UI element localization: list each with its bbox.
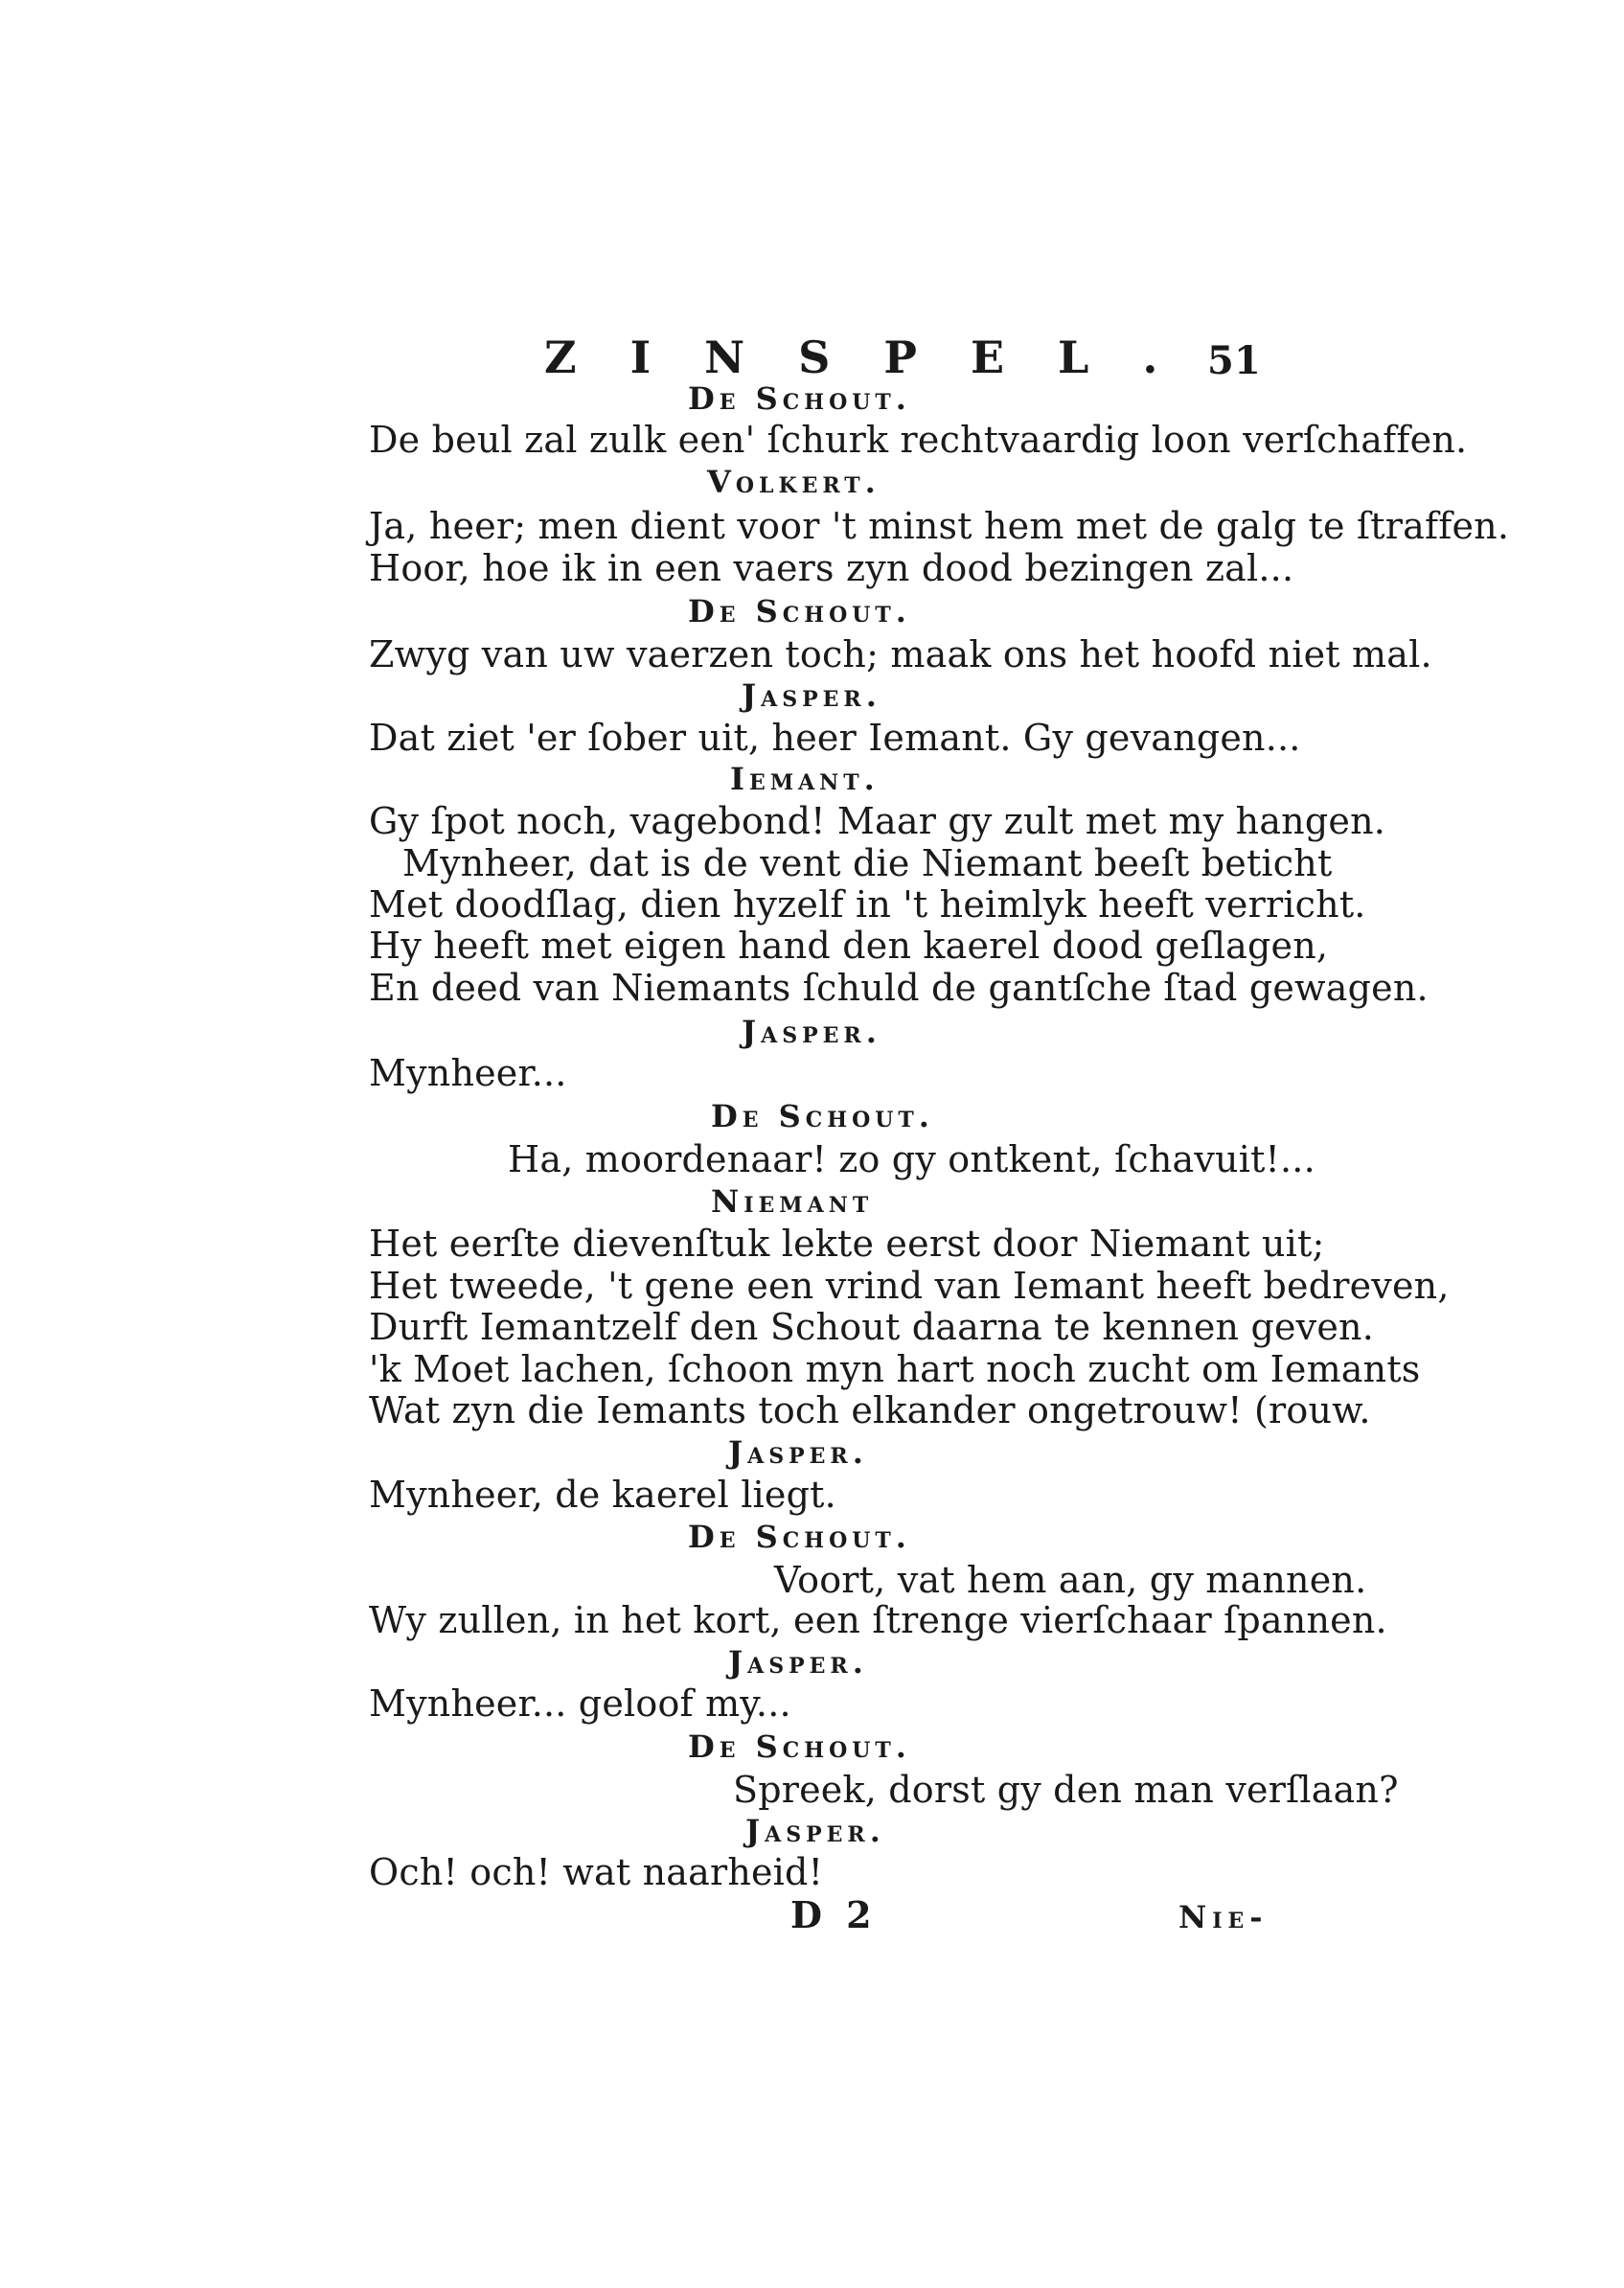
speaker-heading: Jasper. — [745, 1813, 885, 1849]
verse-line: Wy zullen, in het kort, een ſtrenge vierſchaar ſpannen. — [369, 1599, 1387, 1641]
signature-mark: D 2 — [790, 1893, 878, 1936]
verse-line: Mynheer, dat is de vent die Niemant beeſt beticht — [402, 842, 1333, 884]
verse-line: Mynheer... — [369, 1052, 567, 1094]
verse-line: Durft Iemantzelf den Schout daarna te kennen geven. — [369, 1306, 1374, 1348]
verse-line: Het eerſte dievenſtuk lekte eerst door Niemant uit; — [369, 1223, 1325, 1265]
verse-line: Hoor, hoe ik in een vaers zyn dood bezingen zal... — [369, 547, 1294, 589]
verse-line: Hy heeft met eigen hand den kaerel dood geſlagen, — [369, 925, 1329, 967]
verse-line: Ha, moordenaar! zo gy ontkent, ſchavuit!... — [508, 1138, 1315, 1180]
verse-line: Wat zyn die Iemants toch elkander ongetrouw! (rouw. — [369, 1389, 1371, 1431]
speaker-heading: De Schout. — [688, 1728, 911, 1765]
verse-line: Spreek, dorst gy den man verſlaan? — [733, 1769, 1399, 1811]
verse-line: Mynheer... geloof my... — [369, 1682, 791, 1725]
verse-line: En deed van Niemants ſchuld de gantſche ſtad gewagen. — [369, 967, 1429, 1009]
verse-line: De beul zal zulk een' ſchurk rechtvaardig loon verſchaffen. — [369, 419, 1468, 461]
verse-line: Gy ſpot noch, vagebond! Maar gy zult met my hangen. — [369, 800, 1386, 842]
speaker-heading: Niemant — [711, 1183, 874, 1220]
speaker-heading: Jasper. — [728, 1434, 868, 1471]
verse-line: Zwyg van uw vaerzen toch; maak ons het hoofd niet mal. — [369, 633, 1432, 675]
catchword: Nie- — [1178, 1899, 1269, 1935]
running-title: ZINSPEL. — [544, 332, 1212, 383]
verse-line: Met doodſlag, dien hyzelf in 't heimlyk heeft verricht. — [369, 883, 1366, 926]
speaker-heading: De Schout. — [688, 593, 911, 629]
speaker-heading: De Schout. — [688, 380, 911, 417]
speaker-heading: Jasper. — [742, 677, 881, 714]
verse-line: Och! och! wat naarheid! — [369, 1851, 824, 1893]
verse-line: Voort, vat hem aan, gy mannen. — [774, 1559, 1367, 1601]
verse-line: 'k Moet lachen, ſchoon myn hart noch zucht om Iemants — [369, 1348, 1421, 1390]
speaker-heading: Volkert. — [707, 464, 881, 500]
verse-line: Dat ziet 'er ſober uit, heer Iemant. Gy gevangen... — [369, 717, 1301, 759]
speaker-heading: De Schout. — [688, 1519, 911, 1555]
verse-line: Mynheer, de kaerel liegt. — [369, 1474, 836, 1516]
speaker-heading: Iemant. — [730, 761, 880, 797]
speaker-heading: Jasper. — [728, 1644, 868, 1681]
page-number: 51 — [1207, 338, 1262, 383]
speaker-heading: De Schout. — [711, 1098, 934, 1134]
verse-line: Ja, heer; men dient voor 't minst hem met de galg te ſtraffen. — [369, 505, 1510, 547]
speaker-heading: Jasper. — [742, 1014, 881, 1050]
verse-line: Het tweede, 't gene een vrind van Iemant heeft bedreven, — [369, 1265, 1450, 1307]
